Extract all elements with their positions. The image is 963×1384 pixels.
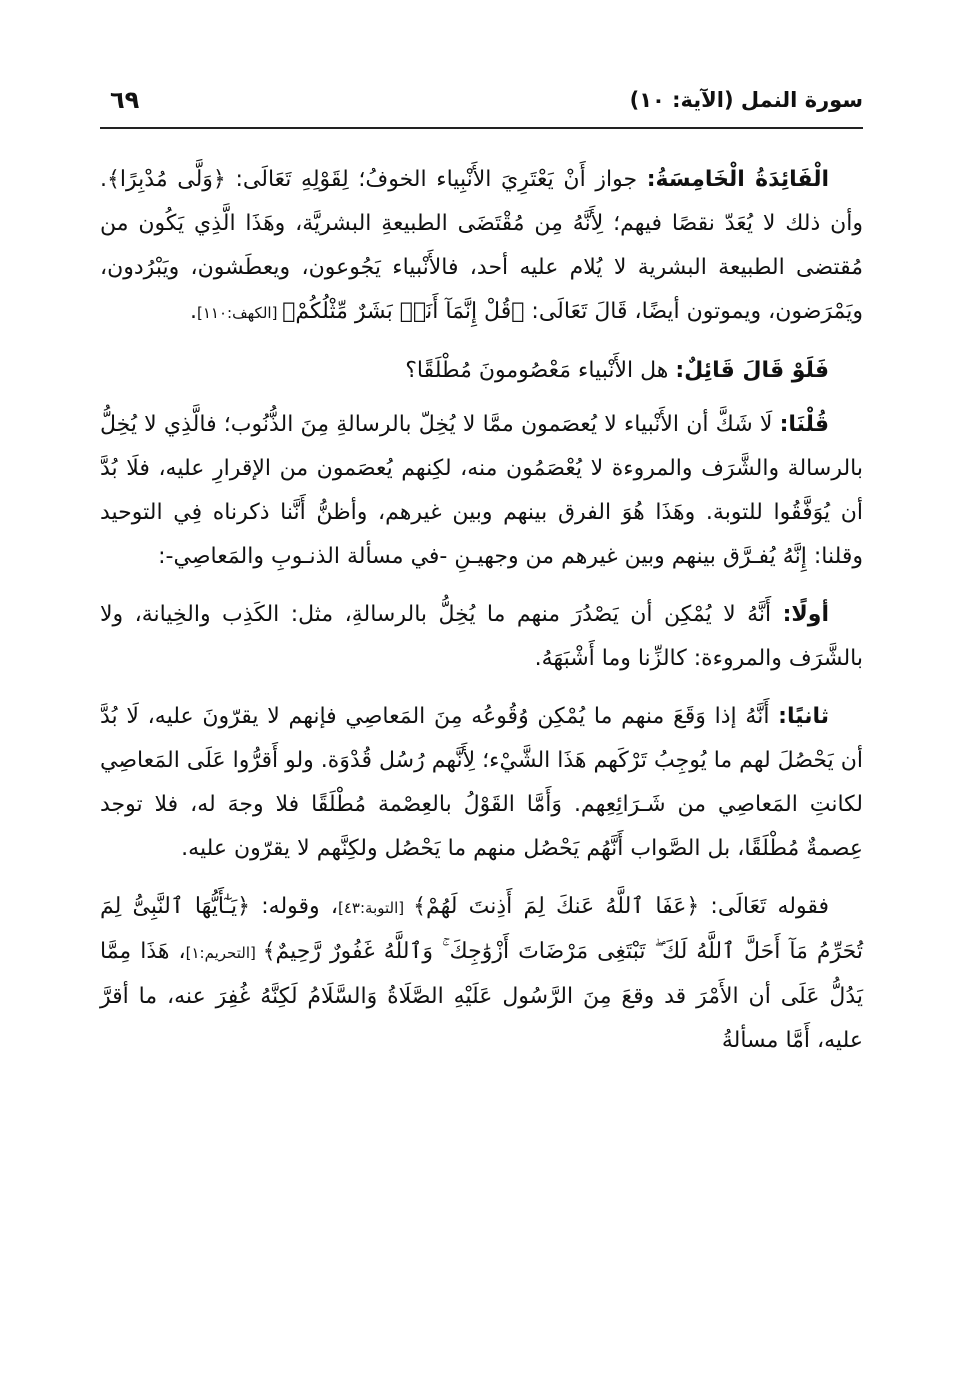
paragraph-lead: أولًا: <box>782 602 829 627</box>
text-segment: فقوله تَعَالَى: <box>699 894 830 919</box>
paragraph-question <box>100 349 863 393</box>
paragraph-second-point <box>100 695 863 871</box>
text-segment: أَنَّهُ لا يُمْكِن أن يَصْدُرَ منهم ما يُخِلُّ بالرسالةِ، مثل: الكَذِب والخِيانة، ولا بالشَّرَف والمروءة: كالزِّنا وما أَشْبَهَهُ. <box>100 602 863 671</box>
verse-reference: [التحريم:١] <box>185 944 263 962</box>
text-segment: . وأن ذلك لا يُعَدّ نقصًا فيهم؛ لِأَنَّهُ مِن مُقْتَضَى الطبيعةِ البشريَّة، وهَذَا الَّذِي يَكُون من مُقتضى الطبيعة البشرية لا يُلام عليه أحد، فالأَنْبياء يَجُوعون، ويعطَشون، ويَبْرُدون، ويَمْرَضون، ويموتون أيضًا، قَالَ تَعَالَى: <box>100 167 863 324</box>
paragraph-lead: الْفَائِدَةُ الْخَامِسَةُ: <box>646 167 830 192</box>
paragraph-first-point <box>100 593 863 681</box>
quran-quote: ﴿عَفَا ٱللَّهُ عَنكَ لِمَ أَذِنتَ لَهُمْ﴾ <box>413 894 700 919</box>
running-title: سورة النمل (الآية: ١٠) <box>629 88 863 112</box>
text-segment: لَا شَكَّ أن الأَنْبياء لا يُعصَمون ممَّا لا يُخِلّ بالرسالةِ مِنَ الذُّنُوب؛ فالَّذِي لا يُخِلُّ بالرسالة والشَّرَف والمروءة لا يُعْصَمُون منه، لكِنهم يُعصَمون من الإقرارِ عليه، فلَا بُدَّ أن يُوَفَّقُوا للتوبة. وهَذَا هُوَ الفرق بينهم وبين غيرهم، وأظنُّ أَنَّنا ذكرناه فِي التوحيد وقلنا: إِنَّهُ يُفـرَّق بينهم وبين غيرهم من وجهيـنِ -في مسألة الذنـوبِ والمَعاصِي-: <box>100 412 863 569</box>
text-segment: جواز أَنْ يَعْتَرِيَ الأَنْبِياء الخوفُ؛ لِقَوْلِهِ تَعَالَى: <box>225 167 647 192</box>
quran-quote: ﴿وَلَّى مُدْبِرًا﴾ <box>107 167 226 192</box>
paragraph-fifth-benefit <box>100 158 863 335</box>
body-text <box>100 158 863 1077</box>
verse-reference: [التوبة:٤٣] <box>337 899 414 917</box>
header-divider <box>100 127 863 129</box>
quran-quote: ﴿قُلْ إِنَّمَآ أَنَا۠ بَشَرٌ مِّثْلُكُمْ﴾ <box>282 299 525 324</box>
page-header <box>100 86 863 126</box>
text-segment: ، وقوله: <box>250 894 338 919</box>
text-segment: . <box>190 299 198 324</box>
page-number: ٦٩ <box>110 86 140 114</box>
paragraph-lead: ثانيًا: <box>778 704 829 729</box>
text-segment: هل الأَنْبياء مَعْصُومونَ مُطْلَقًا؟ <box>405 358 676 383</box>
verse-reference: [الكهف:١١٠] <box>197 304 283 322</box>
paragraph-lead: فَلَوْ قَالَ قَائِلٌ: <box>675 358 829 383</box>
text-segment: ، هَذَا مِمَّا يَدُلُّ عَلَى أن الأَمْرَ قد وقعَ مِنَ الرَّسُول عَلَيْهِ الصَّلَاةُ وَالسَّلَامُ لَكِنَّهُ غُفِرَ عنه، ما أقرَّ عليه، أَمَّا مسألةُ <box>100 939 863 1053</box>
paragraph-lead: قُلْنَا: <box>779 412 829 437</box>
text-segment: أَنَّهُ إذا وَقَعَ منهم ما يُمْكِن وُقُوعُه مِنَ المَعاصِي فإنهم لا يقرّونَ عليه، لَا بُدَّ أن يَحْصُلَ لهم ما يُوجِبُ تَرْكَهم هَذَا الشَّيْء؛ لِأَنَّهم رُسُل قُدْوَة. ولو أَقرُّوا عَلَى المَعاصِي لكانتِ المَعاصِي من شَـرَائِعِهم. وَأَمَّا القَوْلُ بالعِصْمة مُطْلَقًا فلا وجهَ له، فلا توجد عِصمةٌ مُطْلَقًا، بل الصَّواب أَنَّهُم يَحْصُل منهم ما يَحْصُل ولكِنَّهم لا يقرّون عليه. <box>100 704 863 861</box>
paragraph-answer <box>100 403 863 579</box>
quran-quote: ﴿يَـٰٓأَيُّهَا ٱلنَّبِىُّ لِمَ تُحَرِّمُ مَآ أَحَلَّ ٱللَّهُ لَكَ ۖ تَبْتَغِى مَرْضَاتَ أَزْوَٰجِكَ ۚ وَٱللَّهُ غَفُورٌ رَّحِيمٌ﴾ <box>100 894 863 964</box>
paragraph-verses <box>100 885 863 1063</box>
